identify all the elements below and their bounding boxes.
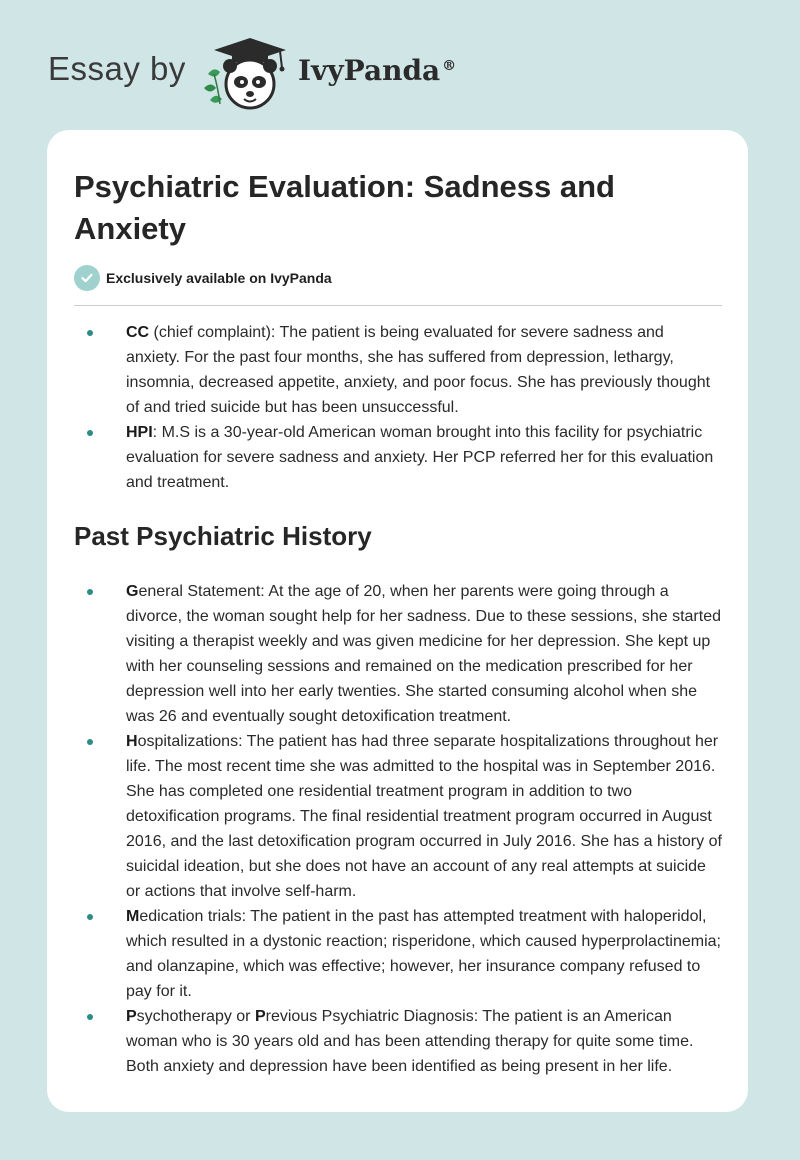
item-lead: M (126, 908, 140, 925)
item-text: eneral Statement: At the age of 20, when her parents were going through a divorce, the woman sought help for her sadness. Due to these sessions, she started visiting a therapist weekly and was given medicine for her depression. She kept up with her counseling sessions and remained on the medication prescribed for her depression well into her early twenties. She started consuming alcohol when she was 26 and eventually sought detoxification treatment. (126, 583, 721, 725)
essay-by-label: Essay by (48, 50, 186, 87)
list-item-psychotherapy (74, 1004, 722, 1079)
item-lead: HPI (126, 424, 153, 441)
exclusive-badge-text: Exclusively available on IvyPanda (106, 270, 332, 286)
list-item-hospitalizations (74, 729, 722, 904)
divider (74, 305, 722, 306)
brand-text: IvyPanda (298, 54, 441, 87)
bullet-icon (87, 1014, 93, 1020)
brand-name[interactable] (298, 54, 456, 87)
registered-mark: ® (442, 57, 457, 74)
bullet-icon (87, 330, 93, 336)
page-title: Psychiatric Evaluation: Sadness and Anxiety (74, 169, 615, 246)
item-text: (chief complaint): The patient is being evaluated for severe sadness and anxiety. For the past four months, she has suffered from depression, lethargy, insomnia, decreased appetite, anxiety, and poor focus. She has previously thought of and tried suicide but has been unsuccessful. (126, 324, 711, 416)
history-list (74, 579, 722, 1079)
item-text: : M.S is a 30-year-old American woman brought into this facility for psychiatric evaluation for severe sadness and anxiety. Her PCP referred her for this evaluation and treatment. (126, 424, 714, 491)
item-lead: G (126, 583, 139, 600)
bullet-icon (87, 589, 93, 595)
bullet-icon (87, 739, 93, 745)
item-text-2: revious Psychiatric Diagnosis: The patient is an American woman who is 30 years old and has been attending therapy for quite some time. Both anxiety and depression have been identified as being present in her life. (126, 1008, 694, 1075)
exclusive-badge (74, 265, 722, 291)
list-item-cc (74, 320, 722, 420)
item-text: sychotherapy or (136, 1008, 255, 1025)
item-lead-2: P (254, 1008, 266, 1025)
panda-logo-icon[interactable] (200, 34, 292, 112)
list-item-hpi (74, 420, 722, 495)
item-lead: P (126, 1008, 137, 1025)
check-circle-icon (74, 265, 100, 291)
list-item-medication (74, 904, 722, 1004)
item-lead: H (126, 733, 138, 750)
intro-list (74, 320, 722, 495)
item-lead: CC (126, 324, 150, 341)
item-text: edication trials: The patient in the past has attempted treatment with haloperidol, which resulted in a dystonic reaction; risperidone, which caused hyperprolactinemia; and olanzapine, which was effective; however, her insurance company refused to pay for it. (126, 908, 721, 1000)
section-heading: Past Psychiatric History (74, 521, 372, 551)
bullet-icon (87, 914, 93, 920)
item-text: ospitalizations: The patient has had three separate hospitalizations throughout her life. The most recent time she was admitted to the hospital was in September 2016. She has completed one residential treatment program in addition to two detoxification programs. The final residential treatment program occurred in August 2016, and the last detoxification program occurred in July 2016. She has a history of suicidal ideation, but she does not have an account of any real attempts at suicide or actions that involve self-harm. (126, 733, 722, 900)
list-item-general (74, 579, 722, 729)
article-card (47, 130, 748, 1112)
bullet-icon (87, 430, 93, 436)
site-header (48, 34, 748, 114)
